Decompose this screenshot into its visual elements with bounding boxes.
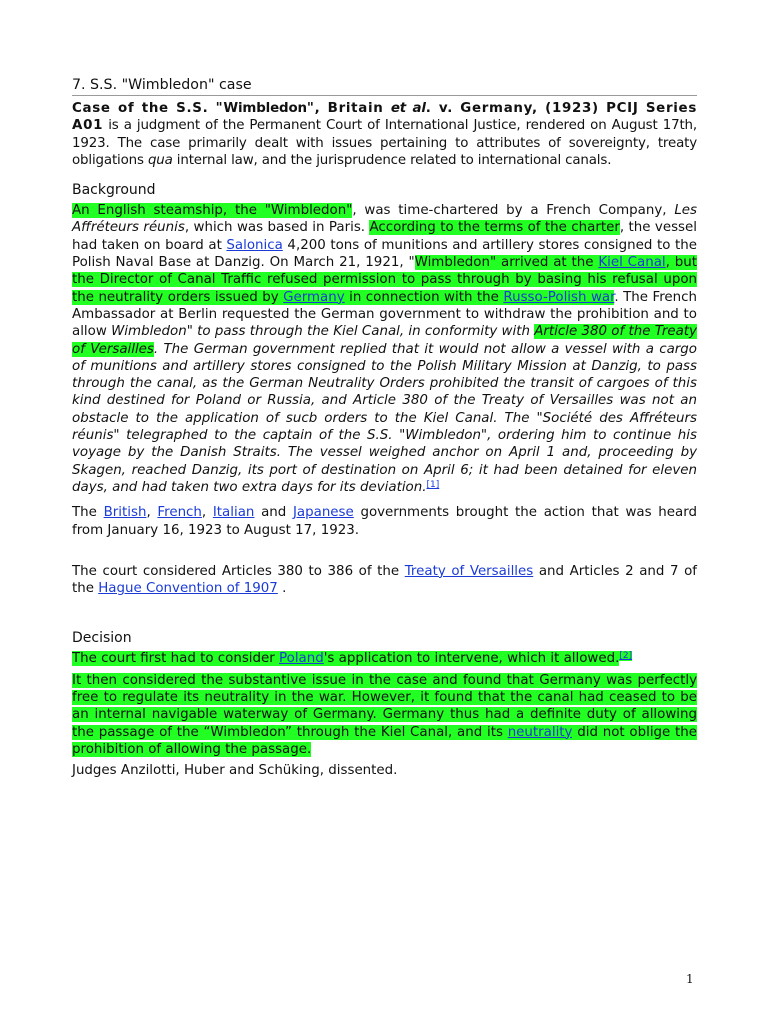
- italic-text: Les Affréteurs réunis: [72, 203, 698, 236]
- highlight-text: According to the terms of the charter: [369, 220, 620, 236]
- document-body: [72, 76, 697, 780]
- link-kiel-canal[interactable]: Kiel Canal: [598, 255, 666, 271]
- link-germany[interactable]: Germany: [283, 289, 345, 305]
- highlight-text: did not oblige the prohibition of allowing the passage.: [72, 724, 698, 757]
- body-text: , the vessel had taken on board at: [72, 220, 697, 253]
- body-text: governments brought the action that was heard from January 16, 1923 to August 17, 1923.: [72, 505, 697, 538]
- link-italian[interactable]: Italian: [212, 505, 255, 521]
- page-number: 1: [686, 972, 694, 986]
- case-title-part: Britain: [327, 101, 391, 116]
- decision-paragraph-1: [72, 650, 697, 667]
- highlight-text: Wimbledon" arrived at the: [414, 255, 599, 271]
- highlight-text: It then considered the substantive issue in the case and found that Germany was perfectly free to regulate its neutrality in the war. However, it found that the canal had ceased to be an internal navigable waterway of Germany. Germany thus had a definite duty of allowing the passage of the “Wimbledon” through the Kiel Canal, and its: [72, 672, 697, 740]
- body-text: and Articles 2 and 7 of the: [72, 563, 697, 597]
- link-french[interactable]: French: [157, 505, 202, 521]
- body-text: ,: [201, 505, 213, 521]
- link-russo-polish-war[interactable]: Russo-Polish war: [503, 289, 615, 305]
- intro-paragraph: [72, 100, 697, 169]
- link-treaty-of-versailles[interactable]: Treaty of Versailles: [404, 563, 534, 579]
- case-title-part: ",: [306, 101, 328, 116]
- background-paragraph: [72, 202, 697, 496]
- body-text: , was time-chartered by a French Company,: [352, 203, 675, 219]
- highlight-text: , but the Director of Canal Traffic refused permission to pass through by basing his refusal upon the neutrality orders issued by: [72, 255, 697, 305]
- highlight-text: in connection with the: [344, 289, 504, 305]
- decision-heading: Decision: [72, 630, 132, 647]
- link-japanese[interactable]: Japanese: [292, 505, 354, 521]
- case-title-italic: et al: [390, 101, 426, 116]
- case-title-part: Wimbledon: [223, 101, 307, 116]
- highlight-text: The court first had to consider: [72, 651, 280, 667]
- section-heading: 7. S.S. "Wimbledon" case: [72, 76, 697, 96]
- body-text: . The French Ambassador at Berlin requested the German government to withdraw the prohibition and to allow: [72, 289, 697, 340]
- footnote-ref-1[interactable]: [1]: [426, 479, 440, 490]
- highlight-italic-text: Article 380 of the Treaty of Versailles: [72, 324, 697, 357]
- link-salonica[interactable]: Salonica: [226, 237, 283, 253]
- court-paragraph: [72, 563, 697, 598]
- highlight-text: 's application to intervene, which it allowed.: [323, 651, 620, 667]
- highlight-text: An English steamship, the "Wimbledon": [72, 203, 353, 219]
- link-british[interactable]: British: [103, 505, 147, 521]
- italic-text: Wimbledon" to pass through the Kiel Canal, in conformity with: [111, 324, 535, 340]
- link-hague-convention[interactable]: Hague Convention of 1907: [98, 581, 278, 597]
- body-text: 4,200 tons of munitions and artillery stores consigned to the Polish Naval Base at Danzig. On March 21, 1921, ": [72, 237, 697, 271]
- italic-text: . The German government replied that it would not allow a vessel with a cargo of munitions and artillery stores consigned to the Polish Military Mission at Danzig, to pass through the canal, as the German Neutrality Orders prohibited the transit of cargoes of this kind destined for Poland or Russia, and Article 380 of the Treaty of Versailles was not an obstacle to the application of sucb orders to the Kiel Canal. The "Société des Affréteurs réunis" telegraphed to the captain of the S.S. "Wimbledon", ordering him to continue his voyage by the Danish Straits. The vessel weighed anchor on April 1 and, proceeding by Skagen, reached Danzig, its port of destination on April 6; it had been detained for eleven days, and had taken two extra days for its deviation.: [72, 341, 698, 495]
- dissent-paragraph: Judges Anzilotti, Huber and Schüking, dissented.: [72, 763, 398, 779]
- footnote-ref-2[interactable]: [2]: [619, 651, 633, 662]
- decision-paragraph-2: [72, 672, 697, 758]
- body-text: .: [277, 581, 287, 597]
- link-poland[interactable]: Poland: [279, 651, 324, 667]
- governments-paragraph: [72, 504, 697, 539]
- body-text: The: [72, 505, 104, 521]
- intro-text: internal law, and the jurisprudence related to international canals.: [172, 152, 612, 168]
- body-text: ,: [146, 505, 158, 521]
- body-text: , which was based in Paris.: [184, 220, 370, 236]
- intro-text: is a judgment of the Permanent Court of International Justice, rendered on August 17th, 1923. The case primarily dealt with issues pertaining to attributes of sovereignty, treaty obligations: [72, 118, 697, 168]
- case-title-part: Case of the S.S. ": [72, 101, 224, 116]
- body-text: The court considered Articles 380 to 386 of the: [72, 563, 405, 579]
- background-heading: Background: [72, 182, 156, 199]
- body-text: and: [254, 505, 293, 521]
- link-neutrality[interactable]: neutrality: [507, 724, 573, 740]
- case-title-part: . v. Germany, (1923) PCIJ Series A01: [72, 101, 697, 134]
- intro-italic: qua: [147, 152, 173, 168]
